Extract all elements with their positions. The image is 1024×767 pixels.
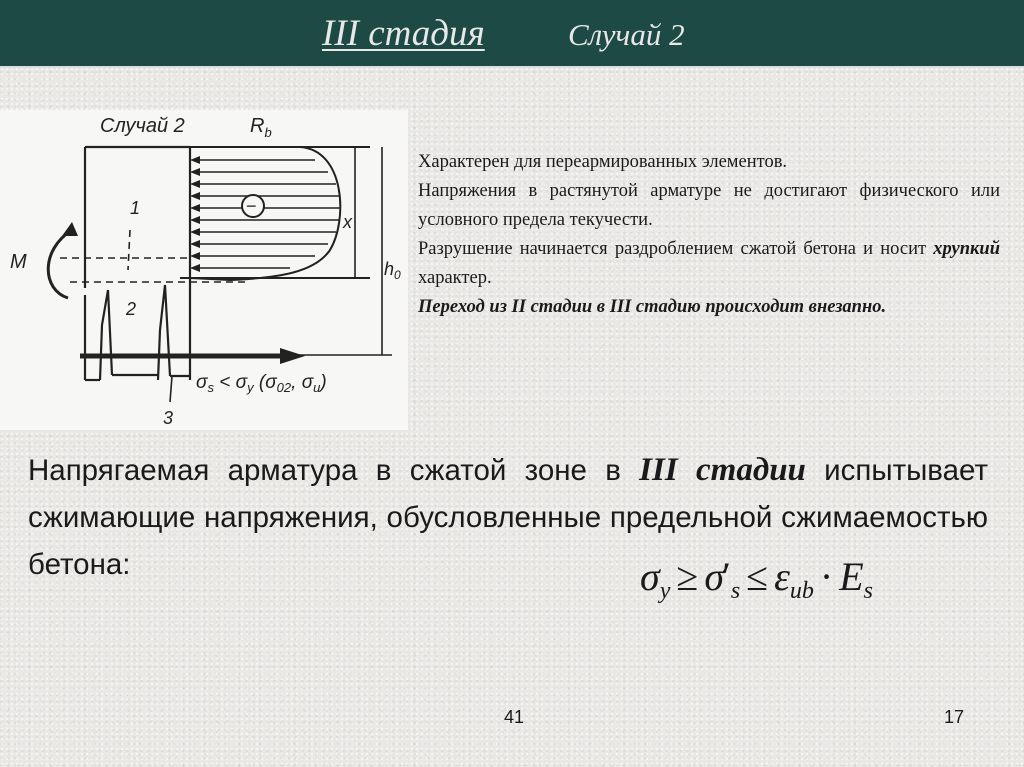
compression-stress-block <box>180 147 370 280</box>
description-line-4: Переход из II стадии в III стадию происходит внезапно. <box>418 297 887 317</box>
description-line-1: Характерен для переармированных элементов. <box>418 152 788 172</box>
compression-sign: − <box>246 196 257 216</box>
steel-stress-condition: $\sigma_s < \sigma_y$ ($\sigma_{02}$, $\sigma_u$) <box>196 372 327 395</box>
description-text <box>418 148 1000 322</box>
zone-1-label: 1 <box>130 198 141 218</box>
description-line-2: Напряжения в растянутой арматуре не достигают физического или условного предела текучести. <box>418 181 1000 230</box>
stress-arrows <box>195 160 341 268</box>
page-number-left: 41 <box>504 707 525 727</box>
figure-stress-label: $R_b$ <box>250 115 272 140</box>
dimension-lines <box>290 147 392 355</box>
stress-arrowheads <box>190 156 200 272</box>
zone-2-label: 2 <box>126 299 137 319</box>
slide-header <box>0 0 1024 68</box>
slide-title: III стадия <box>322 13 485 54</box>
slide-subtitle: Случай 2 <box>568 17 685 52</box>
rebar-3-leader <box>170 376 172 402</box>
stage-emphasis: III стадии <box>639 452 806 488</box>
figure-case-label: Случай 2 <box>100 115 185 137</box>
beam-section <box>85 147 190 380</box>
description-line-3: Разрушение начинается раздроблением сжатой бетона и носит хрупкий характер. <box>418 239 1000 288</box>
moment-arrow <box>48 230 72 298</box>
moment-arrowhead <box>62 222 78 236</box>
dimension-h0-label: $h_0$ <box>384 259 401 282</box>
stress-formula: $\sigma_y \ge \sigma'_s \le \varepsilon_{ub} \cdot E_s$ <box>640 554 873 604</box>
rebar-3-label: 3 <box>163 408 174 428</box>
moment-label: M <box>10 251 27 273</box>
main-statement: Напрягаемая арматура в сжатой зоне в III стадии испытывает сжимающие напряжения, обусловленные предельной сжимаемостью бетона: <box>28 452 988 581</box>
brittle-emphasis: хрупкий <box>933 239 1000 259</box>
dimension-x-label: x <box>343 212 352 232</box>
tension-rebar-arrowhead <box>280 348 305 364</box>
stress-diagram-figure <box>0 110 408 430</box>
page-number-right: 17 <box>944 707 965 727</box>
